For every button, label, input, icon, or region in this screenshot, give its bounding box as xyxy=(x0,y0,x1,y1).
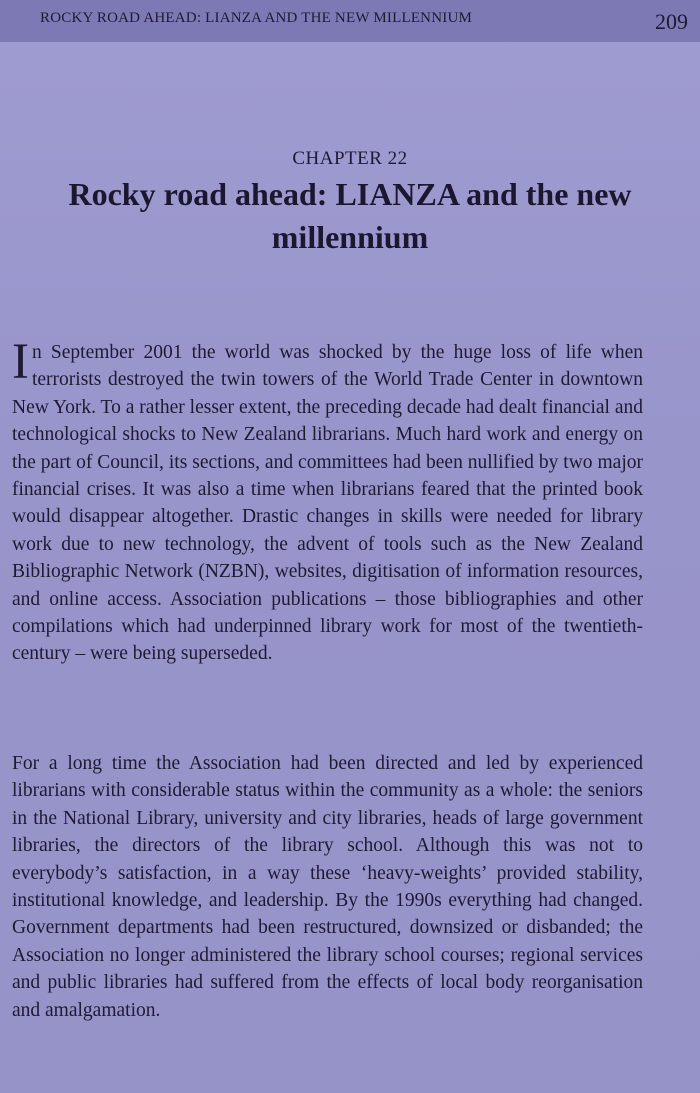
drop-cap: I xyxy=(12,334,29,390)
paragraph-1-text: n September 2001 the world was shocked by the huge loss of life when terrorists destroyed the twin towers of the World Trade Center in downtown New York. To a rather lesser extent, the preceding decade had dealt financial and technological shocks to New Zealand librarians. Much hard work and energy on the part of Council, its sections, and committees had been nullified by two major financial crises. It was also a time when librarians feared that the printed book would disappear altogether. Drastic changes in skills were needed for library work due to new technology, the advent of tools such as the New Zealand Bibliographic Network (NZBN), websites, digitisation of information resources, and online access. Association publications – those bibliographies and other compilations which had underpinned library work for most of the twentieth-century – were being superseded. xyxy=(12,342,643,665)
running-title: ROCKY ROAD AHEAD: LIANZA AND THE NEW MILLENNIUM xyxy=(40,10,473,26)
chapter-title: Rocky road ahead: LIANZA and the new millennium xyxy=(68,176,632,255)
page-number: 209 xyxy=(655,9,688,34)
paragraph-1 xyxy=(12,334,643,668)
paragraph-2: For a long time the Association had been directed and led by experienced librarians with considerable status within the community as a whole: the seniors in the National Library, university and city libraries, heads of large government libraries, the directors of the library school. Although this was not to everybody’s satisfaction, in a way these ‘heavy-weights’ provided stability, institutional knowledge, and leadership. By the 1990s everything had changed. Government departments had been restructured, downsized or disbanded; the Association no longer administered the library school courses; regional services and public libraries had suffered from the effects of local body reorganisation and amalgamation. xyxy=(12,753,643,1021)
chapter-label: CHAPTER 22 xyxy=(292,148,408,169)
running-header xyxy=(0,0,700,42)
